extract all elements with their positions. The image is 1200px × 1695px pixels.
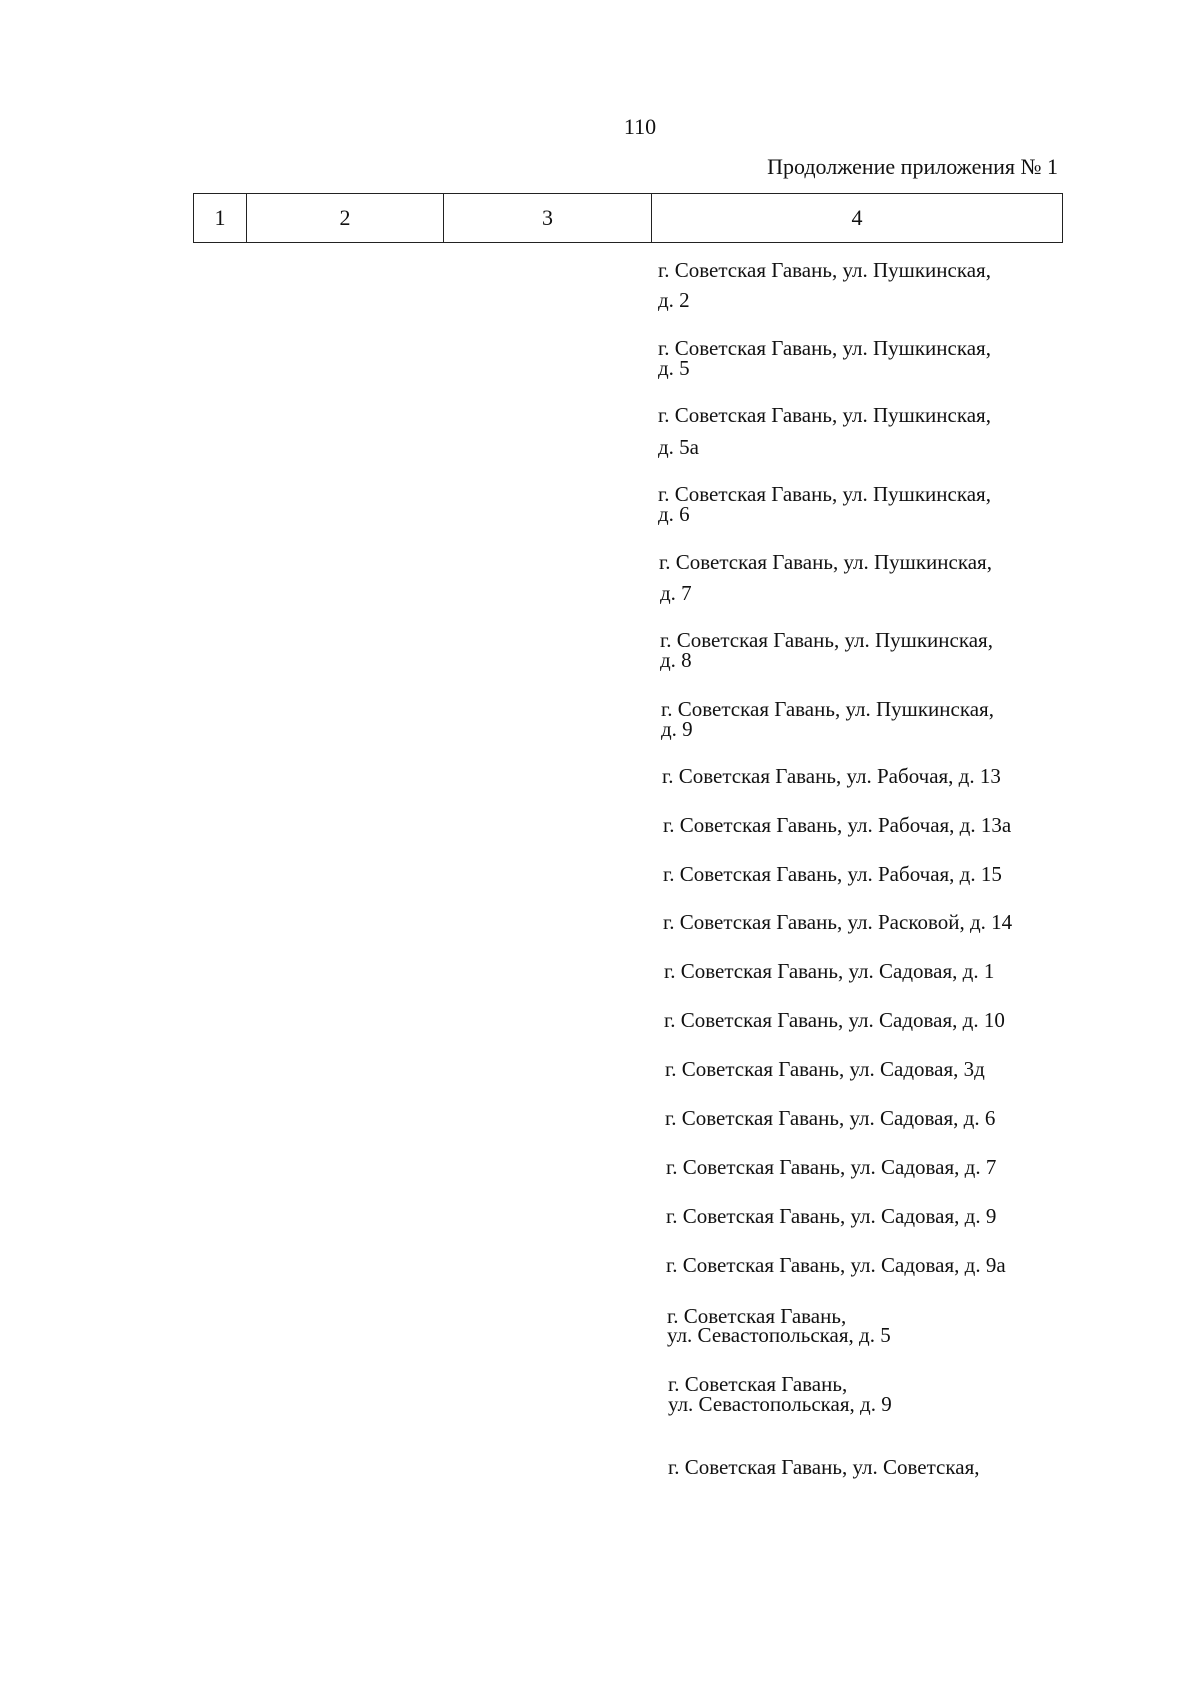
address-line: г. Советская Гавань, ул. Пушкинская,	[658, 258, 991, 282]
address-line: г. Советская Гавань, ул. Садовая, д. 10	[664, 1008, 1005, 1032]
header-cell-1: 1	[194, 194, 247, 243]
address-line: г. Советская Гавань, ул. Советская,	[668, 1455, 980, 1479]
address-line: г. Советская Гавань, ул. Расковой, д. 14	[663, 910, 1013, 934]
address-line: г. Советская Гавань, ул. Пушкинская,	[658, 336, 991, 360]
address-line: г. Советская Гавань, ул. Садовая, д. 9	[666, 1204, 997, 1228]
address-line: д. 2	[658, 288, 690, 312]
address-line: г. Советская Гавань, ул. Рабочая, д. 13а	[663, 813, 1012, 837]
header-cell-4: 4	[652, 194, 1063, 243]
address-line: г. Советская Гавань, ул. Пушкинская,	[660, 628, 993, 652]
address-line: д. 8	[660, 648, 692, 672]
column-header-table	[193, 193, 1063, 243]
address-line: г. Советская Гавань, ул. Пушкинская,	[658, 403, 991, 427]
address-line: г. Советская Гавань, ул. Пушкинская,	[661, 697, 994, 721]
address-line: г. Советская Гавань, ул. Садовая, д. 7	[666, 1155, 997, 1179]
address-line: д. 9	[661, 717, 693, 741]
address-line: ул. Севастопольская, д. 9	[668, 1392, 892, 1416]
address-line: ул. Севастопольская, д. 5	[667, 1323, 891, 1347]
address-line: г. Советская Гавань, ул. Садовая, д. 9а	[666, 1253, 1006, 1277]
header-cell-2: 2	[247, 194, 444, 243]
address-line: г. Советская Гавань, ул. Пушкинская,	[658, 482, 991, 506]
address-line: г. Советская Гавань, ул. Садовая, д. 6	[665, 1106, 996, 1130]
address-line: г. Советская Гавань, ул. Рабочая, д. 15	[663, 862, 1002, 886]
address-line: д. 5	[658, 356, 690, 380]
address-line: д. 5а	[658, 435, 700, 459]
header-cell-3: 3	[444, 194, 652, 243]
address-line: г. Советская Гавань,	[668, 1372, 848, 1396]
address-line: д. 7	[660, 581, 692, 605]
address-line: г. Советская Гавань, ул. Садовая, д. 1	[664, 959, 995, 983]
address-line: г. Советская Гавань, ул. Садовая, 3д	[665, 1057, 985, 1081]
table-header-row	[194, 194, 1063, 243]
address-line: г. Советская Гавань, ул. Рабочая, д. 13	[662, 764, 1001, 788]
continuation-note: Продолжение приложения № 1	[767, 154, 1058, 179]
page-number: 110	[623, 114, 657, 139]
address-line: д. 6	[658, 502, 690, 526]
address-line: г. Советская Гавань,	[667, 1304, 847, 1328]
address-line: г. Советская Гавань, ул. Пушкинская,	[659, 550, 992, 574]
